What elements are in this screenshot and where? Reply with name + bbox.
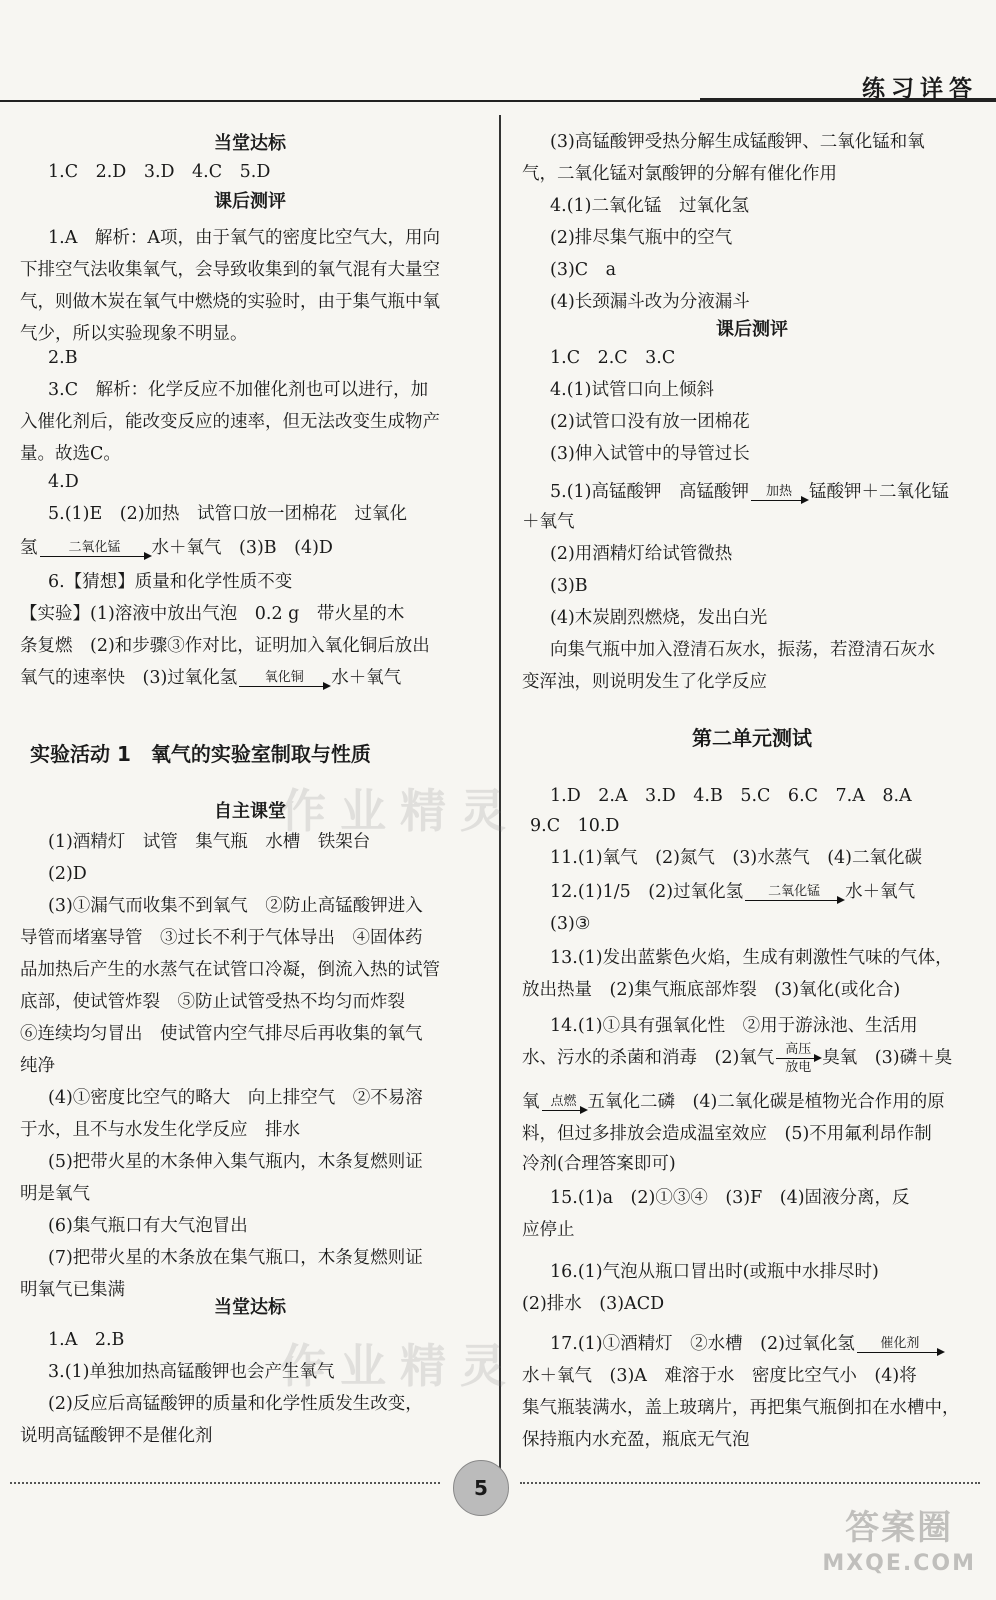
reaction-arrow: 二氧化锰 (40, 541, 150, 557)
answer-line: 3.C 解析：化学反应不加催化剂也可以进行，加 (48, 380, 429, 400)
answer-line: 料，但过多排放会造成温室效应 (5)不用氟利昂作制 (522, 1124, 932, 1144)
answer-block-u15 (522, 1182, 982, 1246)
reaction-arrow: 加热 (751, 485, 807, 501)
section-title: 当堂达标 (214, 1297, 286, 1318)
answer-block-u13 (522, 942, 982, 1006)
answer-line: 14.(1)①具有强氧化性 ②用于游泳池、生活用 (550, 1016, 918, 1036)
answer-line: ⑥连续均匀冒出 使试管内空气排尽后再收集的氧气 (20, 1024, 423, 1044)
answer-line: 明氧气已集满 (20, 1280, 125, 1300)
answer-line: 向集气瓶中加入澄清石灰水，振荡，若澄清石灰水 (550, 640, 935, 660)
answer-line: 气，则做木炭在氧气中燃烧的实验时，由于集气瓶中氧 (20, 292, 440, 312)
answer-line: ＋氧气 (522, 512, 575, 532)
watermark: 作业精灵 (280, 1339, 520, 1393)
watermark: 作业精灵 (280, 784, 520, 838)
answer-line: 9.C 10.D (530, 816, 620, 836)
answer-line: 入催化剂后，能改变反应的速率，但无法改变生成物产 (20, 412, 440, 432)
answer-line: 4.D (48, 472, 79, 492)
answer-line: 水＋氧气 (3)A 难溶于水 密度比空气小 (4)将 (522, 1366, 917, 1386)
answer-line: 底部，使试管炸裂 ⑤防止试管受热不均匀而炸裂 (20, 992, 405, 1012)
page-number: 5 (453, 1460, 509, 1516)
reaction-arrow: 点燃 (542, 1095, 586, 1111)
answer-line: 品加热后产生的水蒸气在试管口冷凝，倒流入热的试管 (20, 960, 440, 980)
answer-line: (2)用酒精灯给试管微热 (550, 544, 733, 564)
answer-line: (3)③ (550, 914, 591, 934)
answer-line: 保持瓶内水充盈，瓶底无气泡 (522, 1430, 750, 1450)
reaction-arrow: 催化剂 (857, 1337, 943, 1353)
answer-line: 说明高锰酸钾不是催化剂 (20, 1426, 213, 1446)
answer-block-r5 (522, 506, 982, 698)
answer-line: (1)酒精灯 试管 集气瓶 水槽 铁架台 (48, 832, 371, 852)
answer-line: (3)B (550, 576, 588, 596)
answer-line: 量。故选C。 (20, 444, 121, 464)
answer-line: 1.A 2.B (48, 1330, 125, 1350)
reaction-arrow: 氧化铜 (239, 671, 329, 687)
answer-line: 16.(1)气泡从瓶口冒出时(或瓶中水排尽时) (550, 1262, 879, 1282)
answer-line: 5.(1)E (2)加热 试管口放一团棉花 过氧化 (48, 504, 408, 524)
answer-line: 气少，所以实验现象不明显。 (20, 324, 248, 344)
answer-line: (4)长颈漏斗改为分液漏斗 (550, 292, 750, 312)
answer-line: 变浑浊，则说明发生了化学反应 (522, 672, 767, 692)
equation-line: 水、污水的杀菌和消毒 (2)氧气 高压 放电 臭氧 (3)磷＋臭 (522, 1041, 953, 1075)
section-title: 课后测评 (716, 319, 788, 340)
answer-line: 4.(1)试管口向上倾斜 (550, 380, 714, 400)
answer-block-u16 (522, 1256, 982, 1320)
answer-block-q3 (20, 374, 480, 470)
answer-line: 条复燃 (2)和步骤③作对比，证明加入氧化铜后放出 (20, 636, 430, 656)
answer-line: 纯净 (20, 1056, 55, 1076)
answer-line: (3)伸入试管中的导管过长 (550, 444, 750, 464)
answer-line: 3.(1)单独加热高锰酸钾也会产生氧气 (48, 1362, 335, 1382)
equation-line: 12.(1)1/5 (2)过氧化氢 二氧化锰 水＋氧气 (550, 882, 916, 902)
section-title: 自主课堂 (214, 801, 286, 822)
unit-title: 第二单元测试 (692, 726, 812, 750)
answer-line: 应停止 (522, 1220, 575, 1240)
answer-line: (7)把带火星的木条放在集气瓶口，木条复燃则证 (48, 1248, 423, 1268)
answer-block-top (522, 126, 982, 318)
answer-block-r1 (522, 342, 982, 470)
answer-line: (2)试管口没有放一团棉花 (550, 412, 750, 432)
answer-line: (2)反应后高锰酸钾的质量和化学性质发生改变， (48, 1394, 423, 1414)
answer-line: (3)C a (550, 260, 617, 280)
section-title: 当堂达标 (214, 133, 286, 154)
answer-line: 下排空气法收集氧气，会导致收集到的氧气混有大量空 (20, 260, 440, 280)
equation-line: 氧气的速率快 (3)过氧化氢 氧化铜 水＋氧气 (20, 668, 402, 688)
answer-line: (4)木炭剧烈燃烧，发出白光 (550, 608, 768, 628)
answer-line: (3)①漏气而收集不到氧气 ②防止高锰酸钾进入 (48, 896, 423, 916)
answer-line: 冷剂(合理答案即可) (522, 1154, 676, 1174)
activity-title: 实验活动 1 氧气的实验室制取与性质 (30, 742, 371, 766)
answer-line: 1.C 2.C 3.C (550, 348, 676, 368)
reaction-arrow: 高压 放电 (776, 1043, 820, 1075)
section-title: 课后测评 (214, 191, 286, 212)
answer-line: (2)排水 (3)ACD (522, 1294, 665, 1314)
reaction-arrow: 二氧化锰 (745, 885, 843, 901)
equation-line: 17.(1)①酒精灯 ②水槽 (2)过氧化氢 催化剂 (522, 1328, 982, 1360)
equation-line: 氧 点燃 五氧化二磷 (4)二氧化碳是植物光合作用的原 (522, 1092, 945, 1112)
answer-block-k (20, 826, 480, 1306)
answer-line: 放出热量 (2)集气瓶底部炸裂 (3)氧化(或化合) (522, 980, 901, 1000)
footer-dotted-rule (10, 1482, 440, 1484)
answer-line: 11.(1)氧气 (2)氮气 (3)水蒸气 (4)二氧化碳 (550, 848, 922, 868)
answer-line: 1.A 解析：A项，由于氧气的密度比空气大，用向 (48, 228, 440, 248)
answer-line: 1.D 2.A 3.D 4.B 5.C 6.C 7.A 8.A (550, 786, 912, 806)
footer-dotted-rule (520, 1482, 980, 1484)
answer-line: 13.(1)发出蓝紫色火焰，生成有刺激性气味的气体， (550, 948, 953, 968)
answer-line: 1.C 2.D 3.D 4.C 5.D (48, 162, 271, 182)
answer-line: 6.【猜想】质量和化学性质不变 (48, 572, 293, 592)
answer-line: (4)①密度比空气的略大 向上排空气 ②不易溶 (48, 1088, 423, 1108)
answer-line: 气，二氧化锰对氯酸钾的分解有催化作用 (522, 164, 837, 184)
answer-line: 15.(1)a (2)①③④ (3)F (4)固液分离，反 (550, 1188, 910, 1208)
equation-line: 5.(1)高锰酸钾 高锰酸钾 加热 锰酸钾＋二氧化锰 (550, 482, 949, 502)
answer-line: 明是氧气 (20, 1184, 90, 1204)
answer-line: (6)集气瓶口有大气泡冒出 (48, 1216, 248, 1236)
site-logo: 答案圈 MXQE.COM (822, 1508, 976, 1576)
answer-line: 2.B (48, 348, 78, 368)
equation-line: 氢 二氧化锰 水＋氧气 (3)B (4)D (20, 538, 333, 558)
answer-block-q1 (20, 222, 480, 350)
answer-line: 于水，且不与水发生化学反应 排水 (20, 1120, 300, 1140)
answer-line: 导管而堵塞导管 ③过长不利于气体导出 ④固体药 (20, 928, 423, 948)
answer-line: 【实验】(1)溶液中放出气泡 0.2 g 带火星的木 (20, 604, 405, 624)
answer-line: (2)D (48, 864, 87, 884)
answer-line: 集气瓶装满水，盖上玻璃片，再把集气瓶倒扣在水槽中， (522, 1398, 960, 1418)
page-header-title: 练习详答 (862, 76, 978, 102)
answer-line: (5)把带火星的木条伸入集气瓶内，木条复燃则证 (48, 1152, 423, 1172)
answer-line: 4.(1)二氧化锰 过氧化氢 (550, 196, 749, 216)
answer-line: (2)排尽集气瓶中的空气 (550, 228, 733, 248)
header-rule (0, 100, 700, 102)
answer-line: (3)高锰酸钾受热分解生成锰酸钾、二氧化锰和氧 (550, 132, 925, 152)
answer-block-u17 (522, 1360, 982, 1456)
